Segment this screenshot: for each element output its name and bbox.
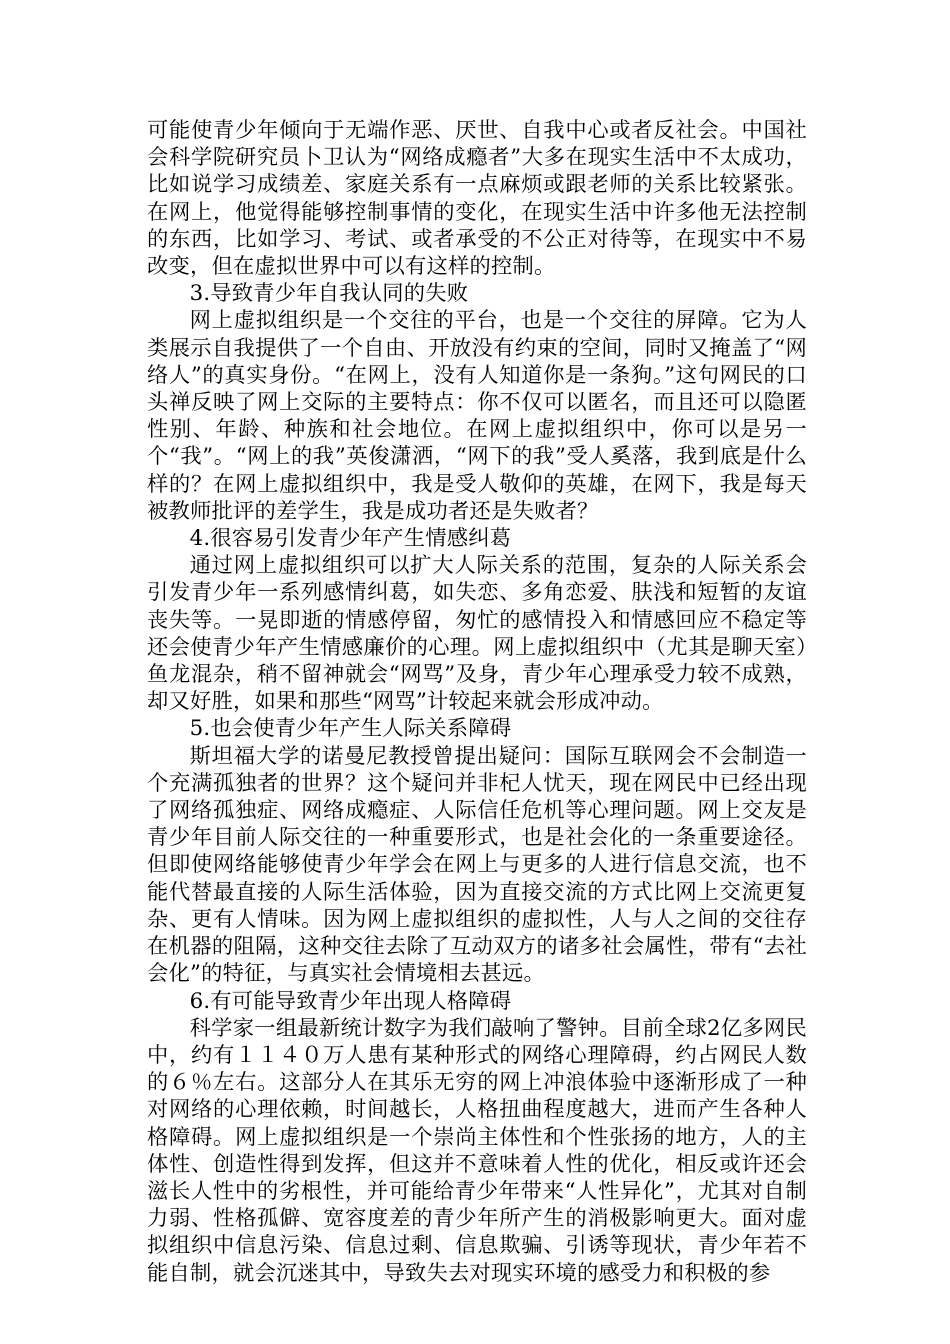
section-heading-3: 3.导致青少年自我认同的失败 [189,281,469,307]
paragraph-emotional-entanglement: 通过网上虚拟组织可以扩大人际关系的范围，复杂的人际关系会引发青少年一系列感情纠葛，如失恋、多角恋爱、肤浅和短暂的友谊丧失等。一晃即逝的情感停留，匆忙的感情投入和情感回应不稳定等还会使青少年产生情感廉价的心理。网上虚拟组织中（尤其是聊天室）鱼龙混杂，稍不留神就会“网骂”及身，青少年心理承受力较不成熟，却又好胜，如果和那些“网骂”计较起来就会形成冲动。 [147,553,807,715]
paragraph-personality-disorder: 科学家一组最新统计数字为我们敲响了警钟。目前全球2亿多网民中，约有１１４０万人患有某种形式的网络心理障碍，约占网民人数的６％左右。这部分人在其乐无穷的网上冲浪体验中逐渐形成了一种对网络的心理依赖，时间越长，人格扭曲程度越大，进而产生各种人格障碍。网上虚拟组织是一个崇尚主体性和个性张扬的地方，人的主体性、创造性得到发挥，但这并不意味着人性的优化，相反或许还会滋长人性中的劣根性，并可能给青少年带来“人性异化”，尤其对自制力弱、性格孤僻、宽容度差的青少年所产生的消极影响更大。面对虚拟组织中信息污染、信息过剩、信息欺骗、引诱等现状，青少年若不能自制，就会沉迷其中，导致失去对现实环境的感受力和积极的参 [147,1015,807,1286]
section-heading-4: 4.很容易引发青少年产生情感纠葛 [189,526,512,552]
document-body [147,117,807,1287]
section-heading-5: 5.也会使青少年产生人际关系障碍 [189,716,512,742]
section-heading-6: 6.有可能导致青少年出现人格障碍 [189,988,512,1014]
paragraph-intro: 可能使青少年倾向于无端作恶、厌世、自我中心或者反社会。中国社会科学院研究员卜卫认为“网络成瘾者”大多在现实生活中不太成功，比如说学习成绩差、家庭关系有一点麻烦或跟老师的关系比较紧张。在网上，他觉得能够控制事情的变化，在现实生活中许多他无法控制的东西，比如学习、考试、或者承受的不公正对待等，在现实中不易改变，但在虚拟世界中可以有这样的控制。 [147,118,807,280]
paragraph-interpersonal-barrier: 斯坦福大学的诺曼尼教授曾提出疑问：国际互联网会不会制造一个充满孤独者的世界？这个疑问并非杞人忧天，现在网民中已经出现了网络孤独症、网络成瘾症、人际信任危机等心理问题。网上交友是青少年目前人际交往的一种重要形式，也是社会化的一条重要途径。但即使网络能够使青少年学会在网上与更多的人进行信息交流，也不能代替最直接的人际生活体验，因为直接交流的方式比网上交流更复杂、更有人情味。因为网上虚拟组织的虚拟性，人与人之间的交往存在机器的阻隔，这种交往去除了互动双方的诸多社会属性，带有“去社会化”的特征，与真实社会情境相去甚远。 [147,743,807,987]
paragraph-self-identity: 网上虚拟组织是一个交往的平台，也是一个交往的屏障。它为人类展示自我提供了一个自由、开放没有约束的空间，同时又掩盖了“网络人”的真实身份。“在网上，没有人知道你是一条狗。”这句网民的口头禅反映了网上交际的主要特点：你不仅可以匿名，而且还可以隐匿性别、年龄、种族和社会地位。在网上虚拟组织中，你可以是另一个“我”。“网上的我”英俊潇洒，“网下的我”受人奚落，我到底是什么样的？在网上虚拟组织中，我是受人敬仰的英雄，在网下，我是每天被教师批评的差学生，我是成功者还是失败者？ [147,308,807,524]
